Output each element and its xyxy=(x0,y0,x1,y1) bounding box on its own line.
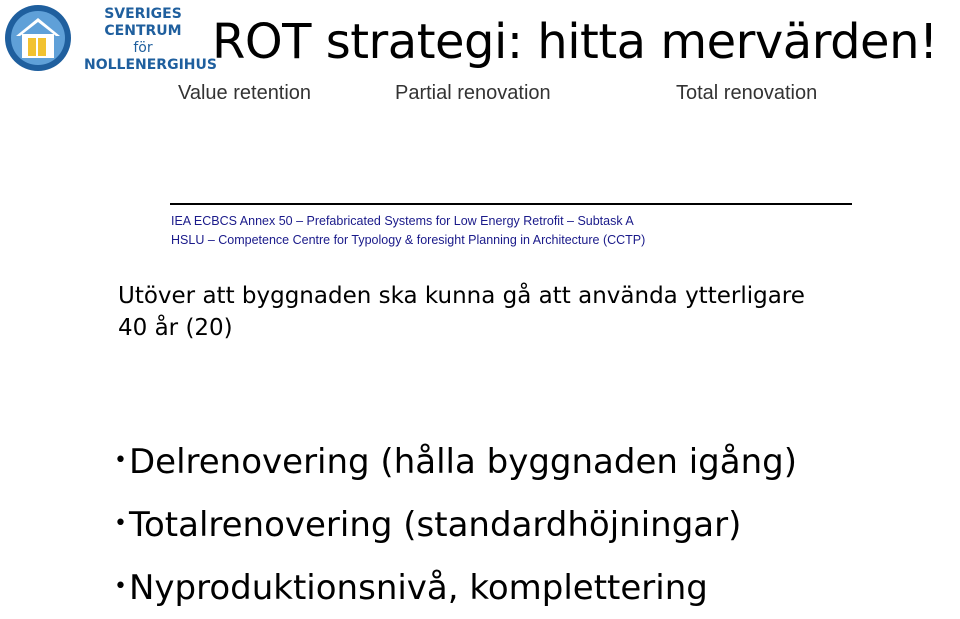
citation-line-2: HSLU – Competence Centre for Typology & foresight Planning in Architecture (CCTP) xyxy=(171,233,646,247)
bullet-list xyxy=(114,430,797,619)
logo-wordmark xyxy=(84,6,217,74)
bullet-text: Delrenovering (hålla byggnaden igång) xyxy=(128,442,797,482)
paragraph-line-2: 40 år (20) xyxy=(118,315,233,341)
bullet-text: Totalrenovering (standardhöjningar) xyxy=(128,505,742,545)
bullet-item xyxy=(114,556,797,619)
logo xyxy=(2,0,217,73)
citation-line-1: IEA ECBCS Annex 50 – Prefabricated Systems for Low Energy Retrofit – Subtask A xyxy=(171,214,634,228)
paragraph-line-1: Utöver att byggnaden ska kunna gå att använda ytterligare xyxy=(118,283,805,309)
logo-line-3: NOLLENERGIHUS xyxy=(84,57,217,73)
bullet-item xyxy=(114,430,797,493)
label-partial-renovation: Partial renovation xyxy=(395,84,551,104)
cropped-figure-labels xyxy=(0,84,960,104)
slide-title: ROT strategi: hitta mervärden! xyxy=(212,14,938,70)
label-value-retention: Value retention xyxy=(178,84,312,104)
bullet-item xyxy=(114,493,797,556)
logo-line-2: för xyxy=(133,40,153,56)
citation-divider xyxy=(170,203,852,205)
bullet-icon: • xyxy=(114,448,127,473)
bullet-text: Nyproduktionsnivå, komplettering xyxy=(128,568,708,608)
bullet-icon: • xyxy=(114,511,127,536)
house-logo-icon xyxy=(2,2,78,72)
body-paragraph xyxy=(118,280,918,344)
logo-line-1: SVERIGES CENTRUM xyxy=(104,6,182,39)
bullet-icon: • xyxy=(114,574,127,599)
label-total-renovation: Total renovation xyxy=(676,84,818,104)
